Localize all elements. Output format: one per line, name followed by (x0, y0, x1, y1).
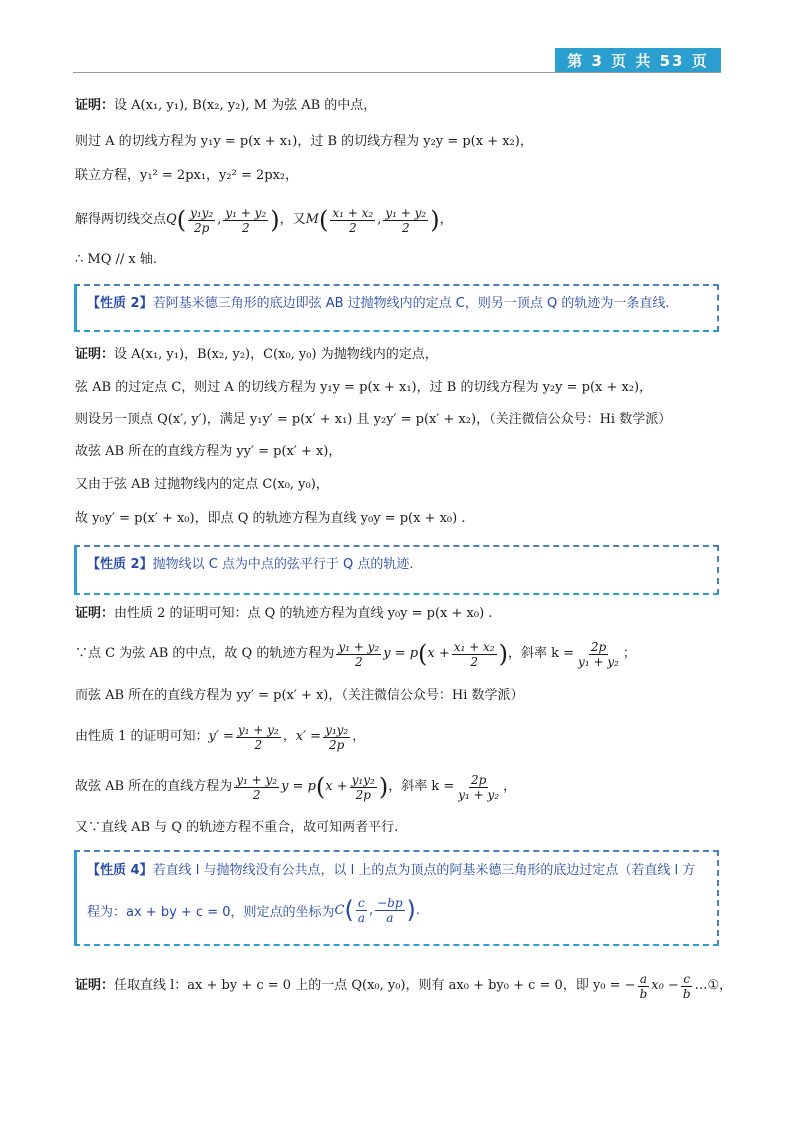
fraction: $\frac{2p}{\text{y₁ + y₂}}$ (458, 772, 500, 802)
proof1-line1 (75, 96, 376, 116)
proof2-l4-text: 故弦 AB 所在的直线方程为 yy′ = p(x′ + x)， (75, 444, 342, 459)
fraction: $\frac{\text{y₁y₂}}{2p}$ (351, 772, 375, 802)
proof-label: 证明： (75, 98, 115, 113)
proof3-l2-eq: y = p (383, 646, 419, 661)
fraction: $\frac{2p}{\text{y₁ + y₂}}$ (578, 639, 619, 669)
proof4-line1 (75, 966, 732, 1006)
fraction: $\frac{\text{y₁ + y₂}}{2}$ (237, 722, 279, 752)
property2a-box (74, 284, 719, 332)
page-number-badge: 第 3 页 共 53 页 (555, 48, 721, 72)
proof3-line4 (75, 717, 365, 757)
proof3-line6 (75, 818, 398, 838)
proof3-line1 (75, 604, 492, 624)
proof2-line1 (75, 345, 438, 365)
property4-text2-end: . (415, 902, 421, 918)
proof1-l4-mid: ，又 (279, 212, 306, 227)
proof2-l2-text: 弦 AB 的过定点 C，则过 A 的切线方程为 y₁y = p(x + x₁)，过 B 的切线方程为 y₂y = p(x + x₂)， (75, 380, 653, 395)
fraction: $\frac{\text{y₁ + y₂}}{2}$ (338, 639, 380, 669)
proof1-line3 (75, 166, 298, 186)
fraction: $\frac{c}{a}$ (357, 895, 365, 925)
fraction: $\frac{a}{b}$ (639, 971, 648, 1001)
proof2-line4 (75, 442, 341, 462)
proof2-line6 (75, 509, 465, 529)
proof3-l2-end: ； (622, 646, 636, 661)
fraction: $\frac{\text{y₁ + y₂}}{2}$ (236, 772, 278, 802)
proof3-line5 (75, 767, 516, 807)
paren-open: ( (176, 206, 187, 234)
proof3-l5-x: x + (325, 779, 348, 794)
fraction: $\frac{\text{y₁y₂}}{2p}$ (190, 205, 214, 235)
property2b-text: 抛物线以 C 点为中点的弦平行于 Q 点的轨迹. (152, 557, 414, 572)
header-divider (73, 72, 721, 73)
proof3-l2-slope: ，斜率 k = (508, 646, 575, 661)
property4-box (74, 850, 719, 946)
proof2-l5-text: 又由于弦 AB 过抛物线内的定点 C(x₀, y₀)， (75, 477, 329, 492)
proof2-l1-text: 设 A(x₁, y₁)，B(x₂, y₂)，C(x₀, y₀) 为抛物线内的定点， (114, 347, 438, 362)
property-title: 【性质 2】 (87, 296, 153, 311)
fraction: $\frac{c}{b}$ (682, 971, 691, 1001)
point-C: C (334, 902, 345, 918)
property4-line1 (87, 860, 707, 882)
proof2-line2 (75, 378, 652, 398)
paren-open: ( (418, 640, 428, 668)
paren-close: ) (430, 206, 440, 234)
proof3-l4-end: ， (352, 729, 366, 744)
paren-close: ) (270, 206, 280, 234)
proof-label: 证明： (75, 606, 115, 621)
proof4-l1-pre: 任取直线 l：ax + by + c = 0 上的一点 Q(x₀, y₀)，则有 ax₀ + by₀ + c = 0，即 y₀ = − (114, 978, 636, 993)
proof1-l1-text: 设 A(x₁, y₁), B(x₂, y₂), M 为弦 AB 的中点， (114, 98, 377, 113)
property-title: 【性质 2】 (87, 557, 153, 572)
point-M: M (305, 212, 319, 227)
proof3-l2-pre: ∵点 C 为弦 AB 的中点，故 Q 的轨迹方程为 (75, 646, 335, 661)
proof3-line3 (75, 686, 524, 706)
proof-label: 证明： (75, 978, 115, 993)
fraction: $\frac{\text{y₁ + y₂}}{2}$ (385, 205, 427, 235)
property4-line2: 程为：ax + by + c = 0，则定点的坐标为 C ( $\frac{c}{a}$ , $\frac{-bp}{a}$ ) . (87, 895, 421, 925)
proof3-line2 (75, 634, 636, 674)
proof3-l5-eq: y = p (281, 779, 316, 794)
proof4-l1-mid: x₀ − (651, 978, 679, 993)
proof1-l4-pre: 解得两切线交点 (75, 212, 167, 227)
property2a-text: 若阿基米德三角形的底边即弦 AB 过抛物线内的定点 C，则另一顶点 Q 的轨迹为一条直线. (152, 296, 670, 311)
paren-open: ( (344, 896, 354, 924)
proof1-line4: 解得两切线交点 Q ( $\frac{\text{y₁y₂}}{2p}$ , $\frac{\text{y₁ + y₂}}{2}$ ) ，又 M ( $\frac{\text{x₁ + x₂}}{2}$ , $\frac{\text{y₁ + y₂}}{2}$ ) ， (75, 205, 453, 235)
proof3-l5-end: ， (503, 779, 517, 794)
fraction: $\frac{-bp}{a}$ (377, 895, 403, 925)
property4-text1: 若直线 l 与抛物线没有公共点，以 l 上的点为顶点的阿基米德三角形的底边过定点（若直线 l 方 (152, 863, 696, 878)
proof3-l4-pre: 由性质 1 的证明可知： (75, 729, 209, 744)
fraction: $\frac{\text{x₁ + x₂}}{2}$ (453, 639, 495, 669)
point-Q: Q (166, 212, 177, 227)
proof1-l3-text: 联立方程，y₁² = 2px₁，y₂² = 2px₂， (75, 168, 299, 183)
proof1-line5 (75, 250, 157, 270)
proof3-l3-text: 而弦 AB 所在的直线方程为 yy′ = p(x′ + x)，（关注微信公众号：Hi 数学派） (75, 688, 524, 703)
paren-open: ( (315, 773, 326, 801)
proof4-l1-end: …①， (694, 978, 733, 993)
proof3-l6-text: 又∵直线 AB 与 Q 的轨迹方程不重合，故可知两者平行. (75, 820, 399, 835)
proof3-l4-x: ，x′ = (282, 729, 322, 744)
fraction: $\frac{\text{y₁y₂}}{2p}$ (325, 722, 349, 752)
proof1-l2-text: 则过 A 的切线方程为 y₁y = p(x + x₁)，过 B 的切线方程为 y₂y = p(x + x₂)， (75, 134, 533, 149)
proof2-line5 (75, 475, 329, 495)
fraction: $\frac{\text{y₁ + y₂}}{2}$ (225, 205, 267, 235)
fraction: $\frac{\text{x₁ + x₂}}{2}$ (332, 205, 374, 235)
proof3-l1-text: 由性质 2 的证明可知：点 Q 的轨迹方程为直线 y₀y = p(x + x₀) . (114, 606, 493, 621)
paren-close: ) (406, 896, 416, 924)
proof3-l5-slope: ，斜率 k = (388, 779, 455, 794)
proof2-l3-text: 则设另一顶点 Q(x′, y′)，满足 y₁y′ = p(x′ + x₁) 且 y₂y′ = p(x′ + x₂)，（关注微信公众号：Hi 数学派） (75, 412, 672, 427)
paren-close: ) (378, 773, 389, 801)
proof3-l4-y: y′ = (208, 729, 234, 744)
property2b-box (74, 545, 719, 595)
proof3-l2-x: x + (427, 646, 450, 661)
proof1-l5-text: ∴ MQ // x 轴. (75, 252, 157, 267)
property4-text2-pre: 程为：ax + by + c = 0，则定点的坐标为 (87, 904, 335, 920)
proof2-line3 (75, 410, 671, 430)
paren-open: ( (318, 206, 329, 234)
proof2-l6-text: 故 y₀y′ = p(x′ + x₀)，即点 Q 的轨迹方程为直线 y₀y = p(x + x₀) . (75, 511, 466, 526)
proof-label: 证明： (75, 347, 115, 362)
proof3-l5-pre: 故弦 AB 所在的直线方程为 (75, 779, 233, 794)
proof1-line2 (75, 132, 533, 152)
paren-close: ) (498, 640, 508, 668)
property-title: 【性质 4】 (87, 863, 153, 878)
